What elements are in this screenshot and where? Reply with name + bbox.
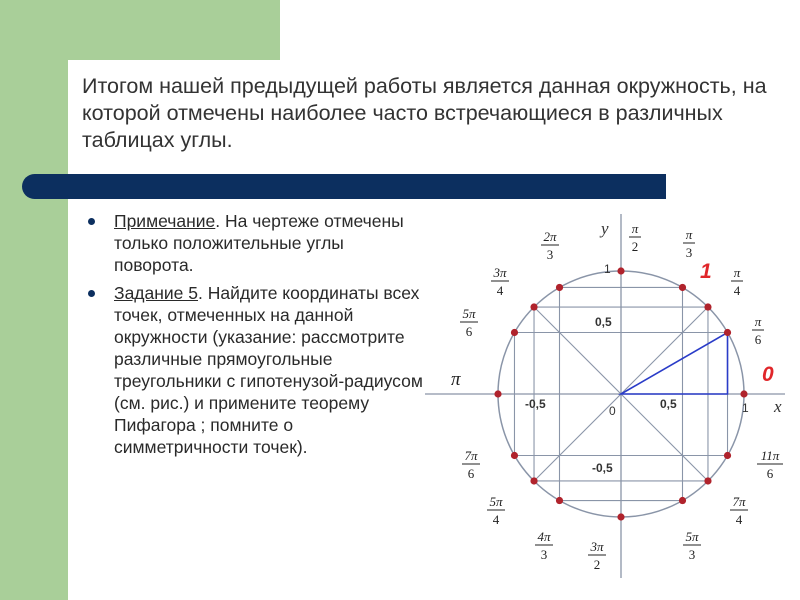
- fraction-numerator: π: [733, 265, 741, 280]
- note-text: . На чертеже отмечены только положительные углы поворота.: [114, 211, 404, 275]
- angle-point: [724, 329, 731, 336]
- fraction-numerator: π: [631, 221, 639, 236]
- fraction-denominator: 3: [688, 547, 696, 562]
- fraction-numerator: 5π: [685, 529, 699, 544]
- fraction-numerator: 7π: [464, 448, 478, 463]
- fraction-denominator: 6: [766, 466, 774, 481]
- fraction-denominator: 4: [735, 512, 743, 527]
- fraction-numerator: 3π: [493, 265, 507, 280]
- fraction-numerator: 5π: [489, 494, 503, 509]
- angle-label: [731, 265, 743, 298]
- angle-label: [460, 306, 478, 339]
- fraction-numerator: π: [685, 227, 693, 242]
- angle-label: [491, 265, 509, 298]
- angle-point: [530, 477, 537, 484]
- y-tick-one: 1: [604, 262, 611, 276]
- fraction-numerator: π: [754, 314, 762, 329]
- fraction-numerator: 3π: [590, 539, 604, 554]
- angle-point: [679, 497, 686, 504]
- fraction-denominator: 6: [465, 324, 473, 339]
- value-neg-half-x: -0,5: [525, 397, 546, 411]
- fraction-numerator: 4π: [537, 529, 551, 544]
- origin-label: 0: [609, 404, 616, 418]
- angle-point: [617, 267, 624, 274]
- angle-point: [511, 329, 518, 336]
- angle-point: [617, 513, 624, 520]
- fraction-denominator: 3: [540, 547, 548, 562]
- angle-label: [752, 314, 764, 347]
- x-tick-one: 1: [742, 401, 749, 415]
- fraction-denominator: 3: [546, 247, 554, 262]
- task-lead: Задание 5: [114, 283, 199, 303]
- x-axis-label: x: [774, 397, 782, 416]
- angle-point: [724, 452, 731, 459]
- angle-label-pi: π: [451, 369, 461, 390]
- y-axis-label: y: [601, 219, 609, 238]
- fraction-denominator: 6: [467, 466, 475, 481]
- angle-label: [683, 227, 695, 260]
- angle-label: [683, 529, 701, 562]
- angle-point: [494, 390, 501, 397]
- fraction-numerator: 5π: [462, 306, 476, 321]
- angle-label: [629, 221, 641, 254]
- angle-point: [704, 477, 711, 484]
- fraction-numerator: 2π: [543, 229, 557, 244]
- fraction-denominator: 2: [593, 557, 601, 572]
- fraction-denominator: 4: [492, 512, 500, 527]
- angle-label: [730, 494, 748, 527]
- angle-label: [757, 448, 783, 481]
- fraction-numerator: 11π: [760, 448, 780, 463]
- angle-point: [556, 284, 563, 291]
- angle-label: [588, 539, 606, 572]
- angle-label: [541, 229, 559, 262]
- task-text: . Найдите координаты всех точек, отмеченных на данной окружности (указание: рассмотрите различные прямоугольные треугольники с гипотенузой-радиусом (см. рис.) и примените теорему Пифагора ; помните о симметричности точек).: [114, 283, 423, 457]
- fraction-denominator: 3: [685, 245, 693, 260]
- right-triangle: [621, 333, 728, 395]
- note-lead: Примечание: [114, 211, 216, 231]
- angle-point: [679, 284, 686, 291]
- slide-title: Итогом нашей предыдущей работы является данная окружность, на которой отмечены наиболее часто встречающиеся в различных таблицах углы.: [82, 74, 767, 152]
- value-neg-half-y: -0,5: [592, 461, 613, 475]
- angle-point: [530, 303, 537, 310]
- value-pos-half-x: 0,5: [660, 397, 677, 411]
- mark-zero: 0: [762, 363, 774, 386]
- angle-point: [704, 303, 711, 310]
- fraction-denominator: 4: [496, 283, 504, 298]
- mark-one: 1: [700, 260, 712, 283]
- fraction-denominator: 6: [754, 332, 762, 347]
- fraction-denominator: 2: [631, 239, 639, 254]
- angle-point: [511, 452, 518, 459]
- fraction-denominator: 4: [733, 283, 741, 298]
- fraction-numerator: 7π: [732, 494, 746, 509]
- angle-label: [535, 529, 553, 562]
- value-pos-half-y: 0,5: [595, 315, 612, 329]
- angle-point: [740, 390, 747, 397]
- angle-label: [487, 494, 505, 527]
- angle-point: [556, 497, 563, 504]
- angle-label: [462, 448, 480, 481]
